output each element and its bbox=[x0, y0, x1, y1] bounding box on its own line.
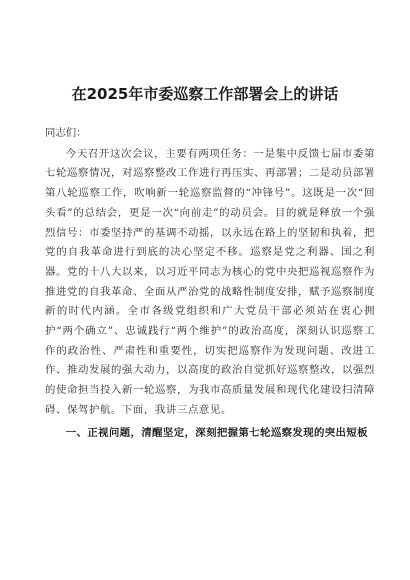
section-heading: 一、正视问题，清醒坚定，深刻把握第七轮巡察发现的突出短板 bbox=[65, 426, 368, 439]
document-body bbox=[45, 124, 375, 443]
body-paragraph: 今天召开这次会议，主要有两项任务：一是集中反馈七届市委第七轮巡察情况，对巡察整改工作进行再压实、再部署；二是动员部署第八轮巡察工作，吹响新一轮巡察监督的“冲锋号”。这既是一次“回头看”的总结会，更是一次“向前走”的动员会。目的就是释放一个强烈信号：市委坚持严的基调不动摇，以永远在路上的坚韧和执着，把党的自我革命进行到底的决心坚定不移。巡察是党之利器、国之利器。党的十八大以来，以习近平同志为核心的党中央把巡视巡察作为推进党的自我革命、全面从严治党的战略性制度安排，赋予巡察制度新的时代内涵。全市各级党组织和广大党员干部必须站在衷心拥护“两个确立”、忠诚践行“两个维护”的政治高度，深刻认识巡察工作的政治性、严肃性和重要性，切实把巡察作为发现问题、改进工作、推动发展的强大动力，以高度的政治自觉抓好巡察整改，以强烈的使命担当投入新一轮巡察，为我市高质量发展和现代化建设扫清障碍、保驾护航。下面，我讲三点意见。 bbox=[45, 147, 375, 416]
document-title: 在2025年市委巡察工作部署会上的讲话 bbox=[71, 85, 339, 103]
salutation: 同志们： bbox=[45, 127, 87, 139]
